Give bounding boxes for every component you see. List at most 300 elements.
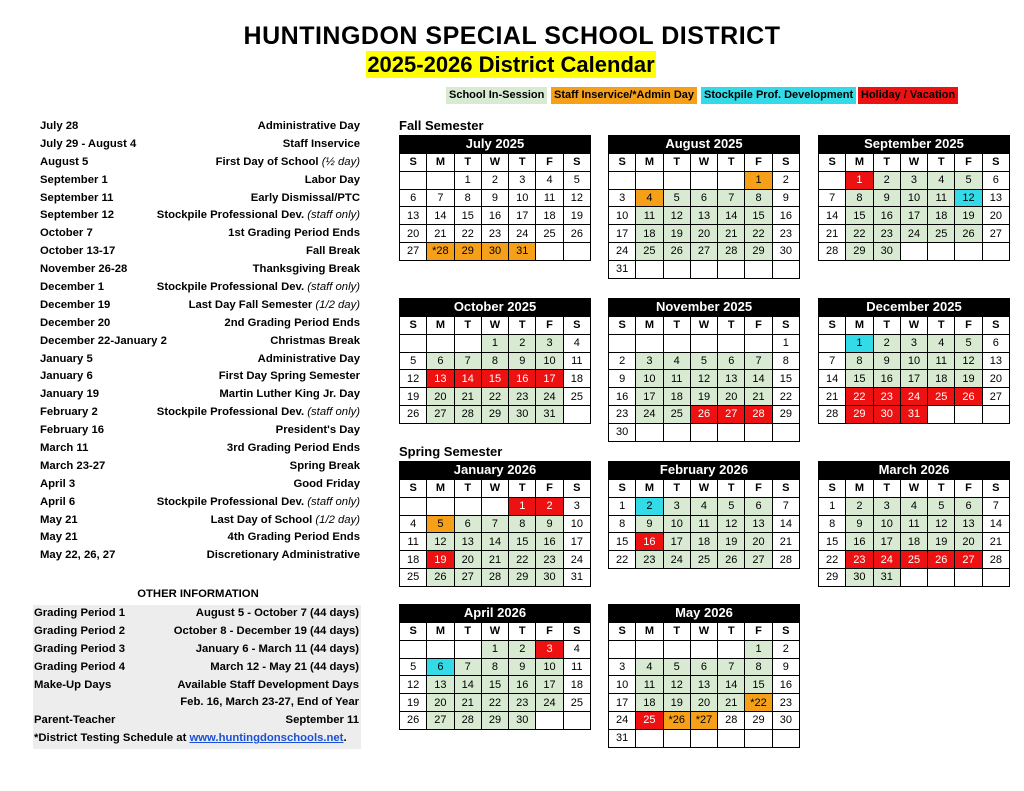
day-cell: 9 bbox=[873, 189, 900, 207]
day-cell: 19 bbox=[400, 388, 427, 406]
weekday-header: S bbox=[772, 154, 799, 172]
other-info-label: Grading Period 2 bbox=[34, 624, 126, 637]
event-title bbox=[157, 279, 360, 297]
day-cell: 19 bbox=[427, 551, 454, 569]
day-cell: 4 bbox=[563, 640, 590, 658]
day-cell: 11 bbox=[636, 207, 663, 225]
day-cell: 28 bbox=[481, 568, 508, 586]
day-cell: 9 bbox=[481, 189, 508, 207]
weekday-header: S bbox=[772, 623, 799, 641]
district-website-link[interactable]: www.huntingdonschools.net bbox=[189, 732, 344, 745]
event-text: Early Dismissal/PTC bbox=[250, 191, 360, 204]
event-title bbox=[283, 136, 360, 154]
day-cell: 24 bbox=[509, 225, 536, 243]
day-cell: 21 bbox=[454, 388, 481, 406]
day-cell: 19 bbox=[928, 533, 955, 551]
day-cell: 15 bbox=[454, 207, 481, 225]
day-cell: 7 bbox=[819, 352, 846, 370]
day-cell: 6 bbox=[427, 352, 454, 370]
event-title bbox=[270, 333, 360, 351]
event-date: May 21 bbox=[40, 531, 78, 544]
empty-cell bbox=[928, 242, 955, 260]
day-cell: 22 bbox=[846, 388, 873, 406]
day-cell: 8 bbox=[772, 352, 799, 370]
day-cell: 22 bbox=[454, 225, 481, 243]
month-calendar bbox=[818, 135, 1010, 261]
event-date: December 20 bbox=[40, 316, 111, 329]
day-cell: 21 bbox=[481, 551, 508, 569]
day-cell: 31 bbox=[900, 405, 927, 423]
weekday-header: T bbox=[718, 480, 745, 498]
month-calendar bbox=[608, 461, 800, 569]
day-cell: 11 bbox=[928, 189, 955, 207]
event-row bbox=[40, 368, 360, 386]
day-cell: 17 bbox=[563, 533, 590, 551]
event-text: Labor Day bbox=[304, 173, 360, 186]
day-cell: 24 bbox=[563, 551, 590, 569]
event-row bbox=[40, 243, 360, 261]
day-cell: 15 bbox=[846, 370, 873, 388]
event-title bbox=[224, 315, 360, 333]
event-row bbox=[40, 118, 360, 136]
events-list bbox=[40, 118, 360, 565]
event-row bbox=[40, 512, 360, 530]
testing-schedule-text: *District Testing Schedule at bbox=[34, 732, 190, 745]
day-cell: 16 bbox=[873, 207, 900, 225]
day-cell: 31 bbox=[873, 568, 900, 586]
empty-cell bbox=[563, 405, 590, 423]
day-cell: 13 bbox=[427, 676, 454, 694]
day-cell: 19 bbox=[690, 388, 717, 406]
other-info-row bbox=[33, 694, 361, 712]
weekday-header: S bbox=[609, 480, 636, 498]
day-cell: 14 bbox=[819, 207, 846, 225]
event-row bbox=[40, 547, 360, 565]
weekday-header: T bbox=[873, 317, 900, 335]
event-title bbox=[219, 386, 360, 404]
weekday-header: S bbox=[772, 480, 799, 498]
day-cell: 4 bbox=[536, 171, 563, 189]
weekday-header: T bbox=[509, 154, 536, 172]
day-cell: 15 bbox=[509, 533, 536, 551]
day-cell: 3 bbox=[900, 171, 927, 189]
event-date: April 6 bbox=[40, 495, 76, 508]
event-note: (1/2 day) bbox=[315, 513, 360, 526]
day-cell: 31 bbox=[563, 568, 590, 586]
month-calendar bbox=[399, 604, 591, 730]
day-cell: 26 bbox=[928, 551, 955, 569]
day-cell: 21 bbox=[819, 388, 846, 406]
day-cell: 25 bbox=[928, 225, 955, 243]
day-cell: 17 bbox=[536, 370, 563, 388]
day-cell: 12 bbox=[563, 189, 590, 207]
day-cell: 10 bbox=[536, 352, 563, 370]
other-info-row bbox=[33, 677, 361, 695]
weekday-header: S bbox=[982, 480, 1009, 498]
day-cell: 4 bbox=[928, 171, 955, 189]
day-cell: 24 bbox=[609, 711, 636, 729]
day-cell: 15 bbox=[772, 370, 799, 388]
event-text: Stockpile Professional Dev. bbox=[156, 281, 305, 294]
day-cell: 17 bbox=[900, 207, 927, 225]
event-date: February 2 bbox=[40, 406, 98, 419]
empty-cell bbox=[982, 405, 1009, 423]
empty-cell bbox=[427, 334, 454, 352]
event-title bbox=[228, 529, 360, 547]
day-cell: 1 bbox=[481, 334, 508, 352]
weekday-header: M bbox=[427, 623, 454, 641]
day-cell: 18 bbox=[400, 551, 427, 569]
day-cell: 2 bbox=[481, 171, 508, 189]
day-cell: 3 bbox=[536, 640, 563, 658]
day-cell: 11 bbox=[690, 515, 717, 533]
event-note: (staff only) bbox=[307, 495, 360, 508]
event-date: April 3 bbox=[40, 477, 76, 490]
day-cell: 25 bbox=[928, 388, 955, 406]
day-cell: 29 bbox=[509, 568, 536, 586]
empty-cell bbox=[718, 729, 745, 747]
empty-cell bbox=[400, 640, 427, 658]
day-cell: 28 bbox=[982, 551, 1009, 569]
day-cell: 12 bbox=[400, 370, 427, 388]
event-text: 2nd Grading Period Ends bbox=[224, 316, 360, 329]
day-cell: 15 bbox=[846, 207, 873, 225]
day-cell: 17 bbox=[536, 676, 563, 694]
day-cell: 18 bbox=[928, 207, 955, 225]
event-date: December 22-January 2 bbox=[40, 334, 167, 347]
weekday-header: T bbox=[509, 480, 536, 498]
weekday-header: S bbox=[772, 317, 799, 335]
weekday-header: S bbox=[563, 480, 590, 498]
day-cell: 21 bbox=[772, 533, 799, 551]
weekday-header: F bbox=[955, 480, 982, 498]
empty-cell bbox=[690, 334, 717, 352]
day-cell: 25 bbox=[636, 711, 663, 729]
empty-cell bbox=[636, 423, 663, 441]
weekday-header: T bbox=[663, 317, 690, 335]
weekday-header: M bbox=[636, 154, 663, 172]
day-cell: 20 bbox=[745, 533, 772, 551]
month-title: December 2025 bbox=[818, 298, 1010, 316]
day-cell: 6 bbox=[400, 189, 427, 207]
day-cell: 30 bbox=[509, 405, 536, 423]
day-cell: 21 bbox=[718, 225, 745, 243]
weekday-header: W bbox=[481, 480, 508, 498]
empty-cell bbox=[772, 260, 799, 278]
day-cell: 9 bbox=[846, 515, 873, 533]
other-info-value: October 8 - December 19 (44 days) bbox=[173, 624, 359, 637]
day-cell: 14 bbox=[481, 533, 508, 551]
day-cell: 6 bbox=[690, 189, 717, 207]
day-cell: 16 bbox=[481, 207, 508, 225]
day-cell: 26 bbox=[563, 225, 590, 243]
legend-holiday: Holiday / Vacation bbox=[858, 87, 958, 104]
day-cell: 23 bbox=[873, 225, 900, 243]
day-cell: 31 bbox=[609, 260, 636, 278]
day-cell: 6 bbox=[718, 352, 745, 370]
day-cell: 12 bbox=[718, 515, 745, 533]
empty-cell bbox=[636, 729, 663, 747]
day-cell: 22 bbox=[745, 225, 772, 243]
empty-cell bbox=[928, 405, 955, 423]
day-cell: 9 bbox=[873, 352, 900, 370]
empty-cell bbox=[427, 640, 454, 658]
day-cell: 14 bbox=[718, 676, 745, 694]
day-cell: 4 bbox=[928, 334, 955, 352]
day-cell: 17 bbox=[636, 388, 663, 406]
event-text: Thanksgiving Break bbox=[252, 263, 360, 276]
event-date: July 29 - August 4 bbox=[40, 137, 137, 150]
day-cell: 30 bbox=[536, 568, 563, 586]
weekday-header: S bbox=[819, 154, 846, 172]
event-row bbox=[40, 440, 360, 458]
day-cell: 27 bbox=[400, 242, 427, 260]
weekday-header: T bbox=[454, 154, 481, 172]
day-cell: 26 bbox=[955, 388, 982, 406]
month-calendar bbox=[399, 461, 591, 587]
day-cell: 27 bbox=[982, 388, 1009, 406]
day-cell: 7 bbox=[772, 497, 799, 515]
event-text: Administrative Day bbox=[257, 120, 360, 132]
weekday-header: W bbox=[900, 154, 927, 172]
empty-cell bbox=[955, 242, 982, 260]
empty-cell bbox=[609, 640, 636, 658]
empty-cell bbox=[427, 171, 454, 189]
empty-cell bbox=[745, 260, 772, 278]
day-cell: 24 bbox=[636, 405, 663, 423]
day-cell: 11 bbox=[400, 533, 427, 551]
day-cell: 25 bbox=[400, 568, 427, 586]
weekday-header: M bbox=[427, 154, 454, 172]
day-cell: *28 bbox=[427, 242, 454, 260]
weekday-header: W bbox=[481, 154, 508, 172]
day-cell: 14 bbox=[772, 515, 799, 533]
empty-cell bbox=[663, 334, 690, 352]
day-cell: 20 bbox=[690, 694, 717, 712]
day-cell: 6 bbox=[690, 658, 717, 676]
day-cell: 4 bbox=[900, 497, 927, 515]
event-date: August 5 bbox=[40, 155, 89, 168]
day-cell: 12 bbox=[427, 533, 454, 551]
event-text: Christmas Break bbox=[270, 334, 360, 347]
day-cell: 18 bbox=[563, 370, 590, 388]
day-cell: 5 bbox=[400, 658, 427, 676]
weekday-header: W bbox=[481, 623, 508, 641]
weekday-header: T bbox=[509, 317, 536, 335]
day-cell: 23 bbox=[772, 694, 799, 712]
event-text: Spring Break bbox=[289, 459, 360, 472]
day-cell: 2 bbox=[846, 497, 873, 515]
day-cell: 15 bbox=[609, 533, 636, 551]
day-cell: 1 bbox=[846, 171, 873, 189]
day-cell: 28 bbox=[454, 711, 481, 729]
day-cell: 7 bbox=[454, 658, 481, 676]
day-cell: 30 bbox=[873, 405, 900, 423]
day-cell: 9 bbox=[772, 189, 799, 207]
day-cell: 27 bbox=[745, 551, 772, 569]
legend-in-session: School In-Session bbox=[446, 87, 547, 104]
empty-cell bbox=[454, 497, 481, 515]
day-cell: 31 bbox=[536, 405, 563, 423]
day-cell: 4 bbox=[663, 352, 690, 370]
empty-cell bbox=[400, 171, 427, 189]
day-cell: 9 bbox=[509, 352, 536, 370]
month-calendar bbox=[608, 135, 800, 279]
day-cell: *22 bbox=[745, 694, 772, 712]
day-cell: 17 bbox=[873, 533, 900, 551]
event-date: December 1 bbox=[40, 281, 105, 294]
event-date: May 21 bbox=[40, 513, 78, 526]
day-cell: 17 bbox=[509, 207, 536, 225]
day-cell: 26 bbox=[427, 568, 454, 586]
other-info-title: OTHER INFORMATION bbox=[137, 588, 259, 600]
day-cell: 23 bbox=[636, 551, 663, 569]
other-info-row bbox=[33, 659, 361, 677]
day-cell: 2 bbox=[536, 497, 563, 515]
event-row bbox=[40, 136, 360, 154]
day-cell: 3 bbox=[900, 334, 927, 352]
day-cell: 2 bbox=[873, 334, 900, 352]
day-cell: 8 bbox=[481, 352, 508, 370]
day-cell: 3 bbox=[663, 497, 690, 515]
event-row bbox=[40, 494, 360, 512]
day-cell: 14 bbox=[454, 676, 481, 694]
day-cell: 29 bbox=[846, 405, 873, 423]
day-cell: 25 bbox=[563, 694, 590, 712]
day-cell: 15 bbox=[481, 676, 508, 694]
day-cell: *27 bbox=[690, 711, 717, 729]
weekday-header: S bbox=[819, 480, 846, 498]
day-cell: 10 bbox=[873, 515, 900, 533]
event-date: September 1 bbox=[40, 173, 108, 186]
day-cell: 22 bbox=[481, 388, 508, 406]
day-cell: 24 bbox=[609, 242, 636, 260]
day-cell: 23 bbox=[536, 551, 563, 569]
weekday-header: F bbox=[745, 623, 772, 641]
month-title: November 2025 bbox=[608, 298, 800, 316]
event-text: 1st Grading Period Ends bbox=[228, 227, 360, 240]
other-info-row bbox=[33, 605, 361, 623]
day-cell: 20 bbox=[982, 370, 1009, 388]
day-cell: 5 bbox=[955, 334, 982, 352]
day-cell: 6 bbox=[982, 334, 1009, 352]
empty-cell bbox=[690, 640, 717, 658]
empty-cell bbox=[400, 497, 427, 515]
other-info-label: Parent-Teacher bbox=[34, 714, 116, 727]
empty-cell bbox=[427, 497, 454, 515]
month-title: April 2026 bbox=[399, 604, 591, 622]
empty-cell bbox=[636, 171, 663, 189]
day-cell: 14 bbox=[718, 207, 745, 225]
month-calendar bbox=[399, 135, 591, 261]
weekday-header: M bbox=[427, 480, 454, 498]
weekday-header: F bbox=[536, 317, 563, 335]
day-cell: 24 bbox=[900, 388, 927, 406]
day-cell: 10 bbox=[536, 658, 563, 676]
empty-cell bbox=[663, 171, 690, 189]
weekday-header: T bbox=[663, 623, 690, 641]
legend-stockpile: Stockpile Prof. Development bbox=[701, 87, 856, 104]
month-calendar bbox=[608, 298, 800, 442]
empty-cell bbox=[928, 568, 955, 586]
testing-schedule-suffix: . bbox=[343, 732, 347, 745]
weekday-header: S bbox=[982, 154, 1009, 172]
day-cell: 24 bbox=[900, 225, 927, 243]
day-cell: 5 bbox=[718, 497, 745, 515]
empty-cell bbox=[718, 640, 745, 658]
event-title bbox=[207, 547, 360, 565]
event-row bbox=[40, 404, 360, 422]
day-cell: 14 bbox=[745, 370, 772, 388]
day-cell: 3 bbox=[609, 189, 636, 207]
day-cell: 26 bbox=[663, 242, 690, 260]
event-title bbox=[276, 422, 360, 440]
day-cell: 27 bbox=[690, 242, 717, 260]
empty-cell bbox=[690, 729, 717, 747]
day-cell: 17 bbox=[900, 370, 927, 388]
event-note: (½ day) bbox=[321, 155, 360, 168]
day-cell: 29 bbox=[481, 405, 508, 423]
day-cell: 10 bbox=[563, 515, 590, 533]
day-cell: 10 bbox=[609, 207, 636, 225]
empty-cell bbox=[900, 568, 927, 586]
day-cell: 12 bbox=[955, 189, 982, 207]
day-cell: 8 bbox=[745, 189, 772, 207]
weekday-header: T bbox=[873, 480, 900, 498]
day-cell: 29 bbox=[481, 711, 508, 729]
day-cell: 4 bbox=[636, 658, 663, 676]
event-date: January 5 bbox=[40, 352, 93, 365]
day-cell: 3 bbox=[636, 352, 663, 370]
empty-cell bbox=[636, 640, 663, 658]
weekday-header: M bbox=[636, 317, 663, 335]
empty-cell bbox=[636, 260, 663, 278]
event-title bbox=[228, 225, 360, 243]
event-title bbox=[293, 476, 360, 494]
day-cell: 4 bbox=[690, 497, 717, 515]
day-cell: 8 bbox=[509, 515, 536, 533]
day-cell: 13 bbox=[427, 370, 454, 388]
empty-cell bbox=[690, 423, 717, 441]
event-row bbox=[40, 351, 360, 369]
day-cell: 1 bbox=[745, 640, 772, 658]
day-cell: 5 bbox=[427, 515, 454, 533]
day-cell: *26 bbox=[663, 711, 690, 729]
day-cell: 2 bbox=[772, 171, 799, 189]
day-cell: 23 bbox=[846, 551, 873, 569]
day-cell: 22 bbox=[772, 388, 799, 406]
day-cell: 8 bbox=[846, 352, 873, 370]
day-cell: 1 bbox=[819, 497, 846, 515]
day-cell: 3 bbox=[509, 171, 536, 189]
weekday-header: F bbox=[745, 480, 772, 498]
day-cell: 14 bbox=[819, 370, 846, 388]
event-row bbox=[40, 458, 360, 476]
day-cell: 26 bbox=[718, 551, 745, 569]
day-cell: 15 bbox=[481, 370, 508, 388]
other-info-label: Grading Period 4 bbox=[34, 660, 126, 673]
event-title bbox=[227, 440, 360, 458]
day-cell: 27 bbox=[718, 405, 745, 423]
event-note: (staff only) bbox=[307, 209, 360, 222]
other-info-label: Grading Period 1 bbox=[34, 607, 126, 619]
month-title: May 2026 bbox=[608, 604, 800, 622]
day-cell: 9 bbox=[636, 515, 663, 533]
weekday-header: T bbox=[718, 317, 745, 335]
event-text: 4th Grading Period Ends bbox=[227, 531, 360, 544]
day-cell: 13 bbox=[982, 189, 1009, 207]
day-cell: 27 bbox=[427, 405, 454, 423]
